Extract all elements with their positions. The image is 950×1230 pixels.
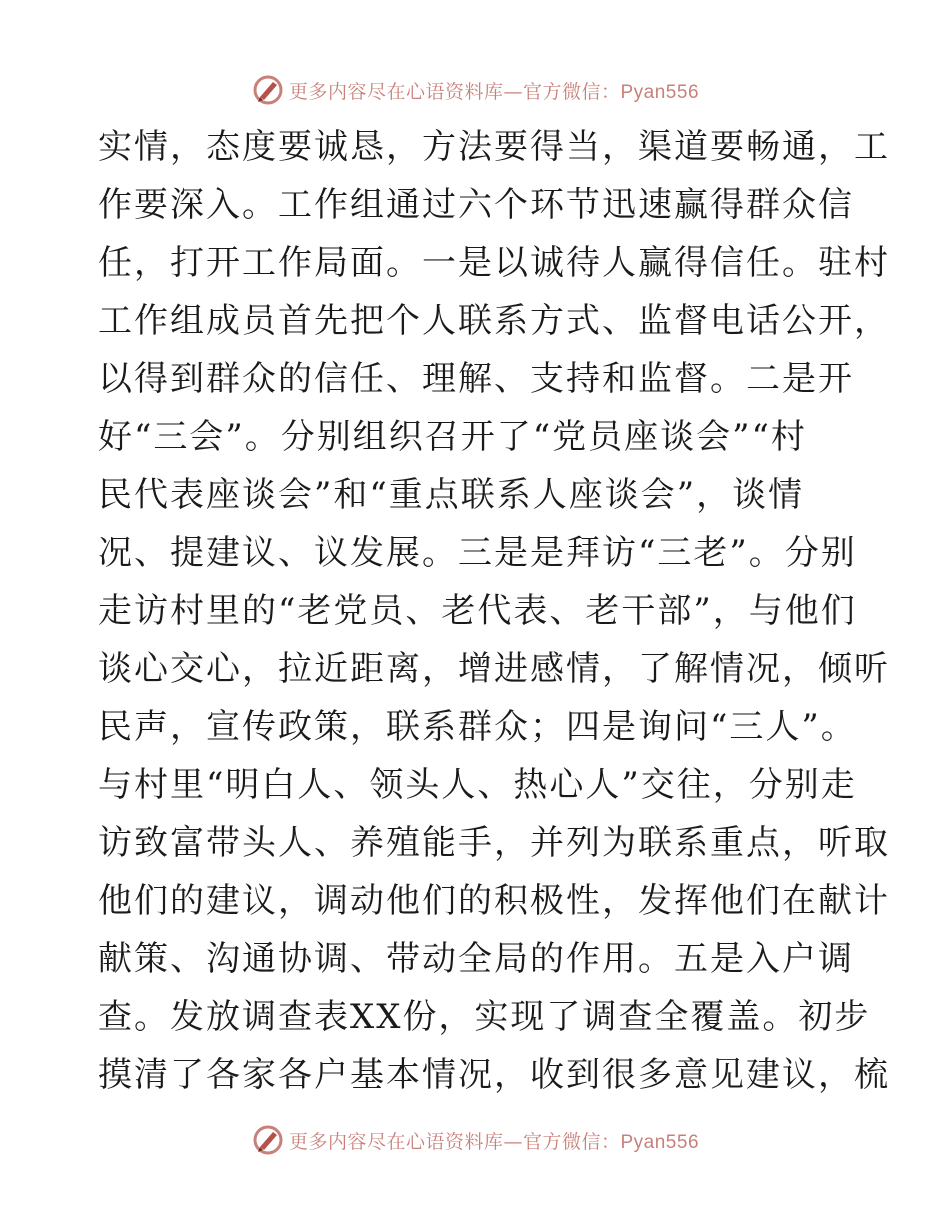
text-line: 况、提建议、议发展。三是是拜访“三老”。分别: [98, 533, 857, 573]
pen-swirl-logo-icon: [251, 1123, 285, 1157]
text-line: 以得到群众的信任、理解、支持和监督。二是开: [98, 359, 854, 399]
document-body: [98, 118, 890, 1104]
watermark-header: [0, 70, 950, 110]
text-line: 任，打开工作局面。一是以诚待人赢得信任。驻村: [98, 243, 890, 283]
text-line: 摸清了各家各户基本情况，收到很多意见建议，梳: [98, 1055, 890, 1095]
text-line: 好“三会”。分别组织召开了“党员座谈会”“村: [98, 417, 807, 457]
text-line: 民代表座谈会”和“重点联系人座谈会”，谈情: [98, 475, 805, 515]
watermark-footer: [0, 1120, 950, 1160]
text-line: 谈心交心，拉近距离，增进感情，了解情况，倾听: [98, 649, 890, 689]
pen-swirl-logo-icon: [251, 73, 285, 107]
watermark-text: 更多内容尽在心语资料库—官方微信：Pyan556: [288, 1130, 700, 1153]
text-line: 查。发放调查表XX份，实现了调查全覆盖。初步: [98, 997, 871, 1037]
text-line: 献策、沟通协调、带动全局的作用。五是入户调: [98, 939, 854, 979]
text-line: 与村里“明白人、领头人、热心人”交往，分别走: [98, 765, 857, 805]
text-line: 工作组成员首先把个人联系方式、监督电话公开，: [98, 301, 890, 341]
text-line: 民声，宣传政策，联系群众；四是询问“三人”。: [98, 707, 857, 747]
watermark-text: 更多内容尽在心语资料库—官方微信：Pyan556: [288, 80, 700, 103]
text-line: 作要深入。工作组通过六个环节迅速赢得群众信: [98, 185, 854, 225]
text-line: 实情，态度要诚恳，方法要得当，渠道要畅通，工: [98, 127, 890, 167]
text-line: 他们的建议，调动他们的积极性，发挥他们在献计: [98, 881, 890, 921]
text-line: 走访村里的“老党员、老代表、老干部”，与他们: [98, 591, 857, 631]
text-line: 访致富带头人、养殖能手，并列为联系重点，听取: [98, 823, 890, 863]
